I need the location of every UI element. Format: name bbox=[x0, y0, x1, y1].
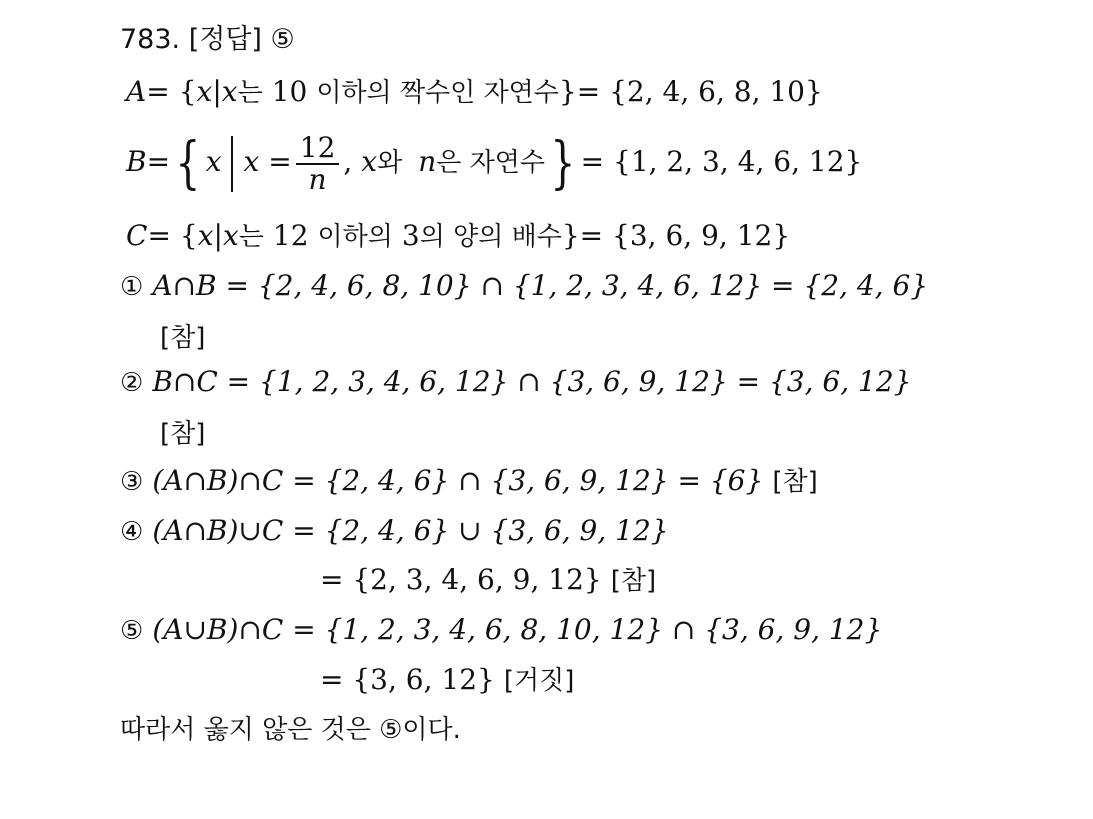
set-c-cond-kr: 는 bbox=[238, 222, 264, 252]
problem-number: 783. [정답] ⑤ bbox=[120, 24, 295, 55]
set-c-cond-text2: 의 양의 배수 bbox=[419, 222, 562, 252]
set-c-close-brace: } bbox=[561, 219, 580, 252]
set-a-cond-text: 이하의 짝수인 자연수 bbox=[316, 78, 559, 108]
set-a-name: A bbox=[126, 75, 147, 108]
set-a-sep: | bbox=[212, 75, 222, 108]
set-c-sep: | bbox=[213, 219, 223, 252]
option-4 bbox=[120, 513, 669, 550]
option-5-verdict: [거짓] bbox=[503, 666, 575, 696]
option-4-continuation bbox=[320, 562, 656, 599]
set-b-denominator: n bbox=[308, 162, 327, 196]
option-2-verdict: [참] bbox=[160, 419, 206, 449]
option-5-expression: (A∪B)∩C = {1, 2, 3, 4, 6, 8, 10, 12} ∩ {3, 6, 9, 12} bbox=[152, 613, 883, 646]
set-b-eq: = bbox=[146, 145, 171, 178]
option-5-marker: ⑤ bbox=[120, 616, 144, 646]
set-c-result: = {3, 6, 9, 12} bbox=[579, 219, 791, 252]
set-a-var: x bbox=[196, 75, 213, 108]
set-a-result: = {2, 4, 6, 8, 10} bbox=[576, 75, 823, 108]
set-c-var: x bbox=[197, 219, 214, 252]
option-1-expression: A∩B = {2, 4, 6, 8, 10} ∩ {1, 2, 3, 4, 6, 12} = {2, 4, 6} bbox=[152, 269, 929, 302]
set-b-separator bbox=[231, 136, 233, 192]
set-b-open-brace: { bbox=[175, 130, 201, 196]
set-b-definition bbox=[126, 130, 862, 195]
option-5 bbox=[120, 612, 882, 649]
set-a-eq: = bbox=[146, 75, 170, 108]
set-b-close-brace: } bbox=[550, 130, 576, 196]
option-3-expression: (A∩B)∩C = {2, 4, 6} ∩ {3, 6, 9, 12} = {6} bbox=[152, 464, 764, 497]
set-a-cond-var: x bbox=[221, 75, 238, 108]
set-b-cond-x: x bbox=[243, 145, 260, 178]
option-2 bbox=[120, 364, 911, 401]
set-a-cond-num: 10 bbox=[271, 75, 308, 108]
option-3-marker: ③ bbox=[120, 467, 144, 497]
option-5-result: = {3, 6, 12} bbox=[320, 663, 495, 696]
option-1-verdict: [참] bbox=[160, 323, 206, 353]
option-5-continuation bbox=[320, 662, 574, 699]
option-2-marker: ② bbox=[120, 368, 144, 398]
option-4-result: = {2, 3, 4, 6, 9, 12} bbox=[320, 563, 602, 596]
set-b-comma: , bbox=[343, 145, 353, 178]
set-b-name: B bbox=[126, 145, 147, 178]
set-b-cond-kr1: 와 bbox=[377, 148, 403, 178]
option-1 bbox=[120, 268, 928, 305]
set-c-name: C bbox=[126, 219, 148, 252]
set-c-definition bbox=[126, 218, 790, 255]
option-2-expression: B∩C = {1, 2, 3, 4, 6, 12} ∩ {3, 6, 9, 12} = {3, 6, 12} bbox=[152, 365, 912, 398]
conclusion: 따라서 옳지 않은 것은 ⑤이다. bbox=[120, 715, 461, 745]
set-a-cond-kr: 는 bbox=[237, 78, 263, 108]
option-1-marker: ① bbox=[120, 272, 144, 302]
set-c-open-brace: { bbox=[179, 219, 198, 252]
set-a-definition bbox=[126, 74, 823, 111]
set-b-cond-eq: = bbox=[268, 145, 292, 178]
set-b-var: x bbox=[205, 145, 222, 178]
set-b-result: = {1, 2, 3, 4, 6, 12} bbox=[580, 145, 863, 178]
option-4-marker: ④ bbox=[120, 517, 144, 547]
set-c-cond-num2: 3 bbox=[401, 219, 420, 252]
option-3 bbox=[120, 463, 818, 500]
set-b-cond-n: n bbox=[418, 145, 437, 178]
set-b-cond-x2: x bbox=[361, 145, 378, 178]
option-3-verdict: [참] bbox=[772, 467, 818, 497]
set-a-open-brace: { bbox=[178, 75, 197, 108]
set-b-numerator: 12 bbox=[296, 133, 340, 165]
set-c-eq: = bbox=[147, 219, 171, 252]
set-b-fraction bbox=[296, 130, 340, 196]
set-b-cond-kr2: 은 자연수 bbox=[436, 148, 545, 178]
option-4-expression: (A∩B)∪C = {2, 4, 6} ∪ {3, 6, 9, 12} bbox=[152, 514, 669, 547]
set-c-cond-num: 12 bbox=[272, 219, 309, 252]
set-c-cond-var: x bbox=[222, 219, 239, 252]
set-a-close-brace: } bbox=[558, 75, 577, 108]
option-4-verdict: [참] bbox=[610, 566, 657, 596]
set-c-cond-text1: 이하의 bbox=[317, 222, 393, 252]
